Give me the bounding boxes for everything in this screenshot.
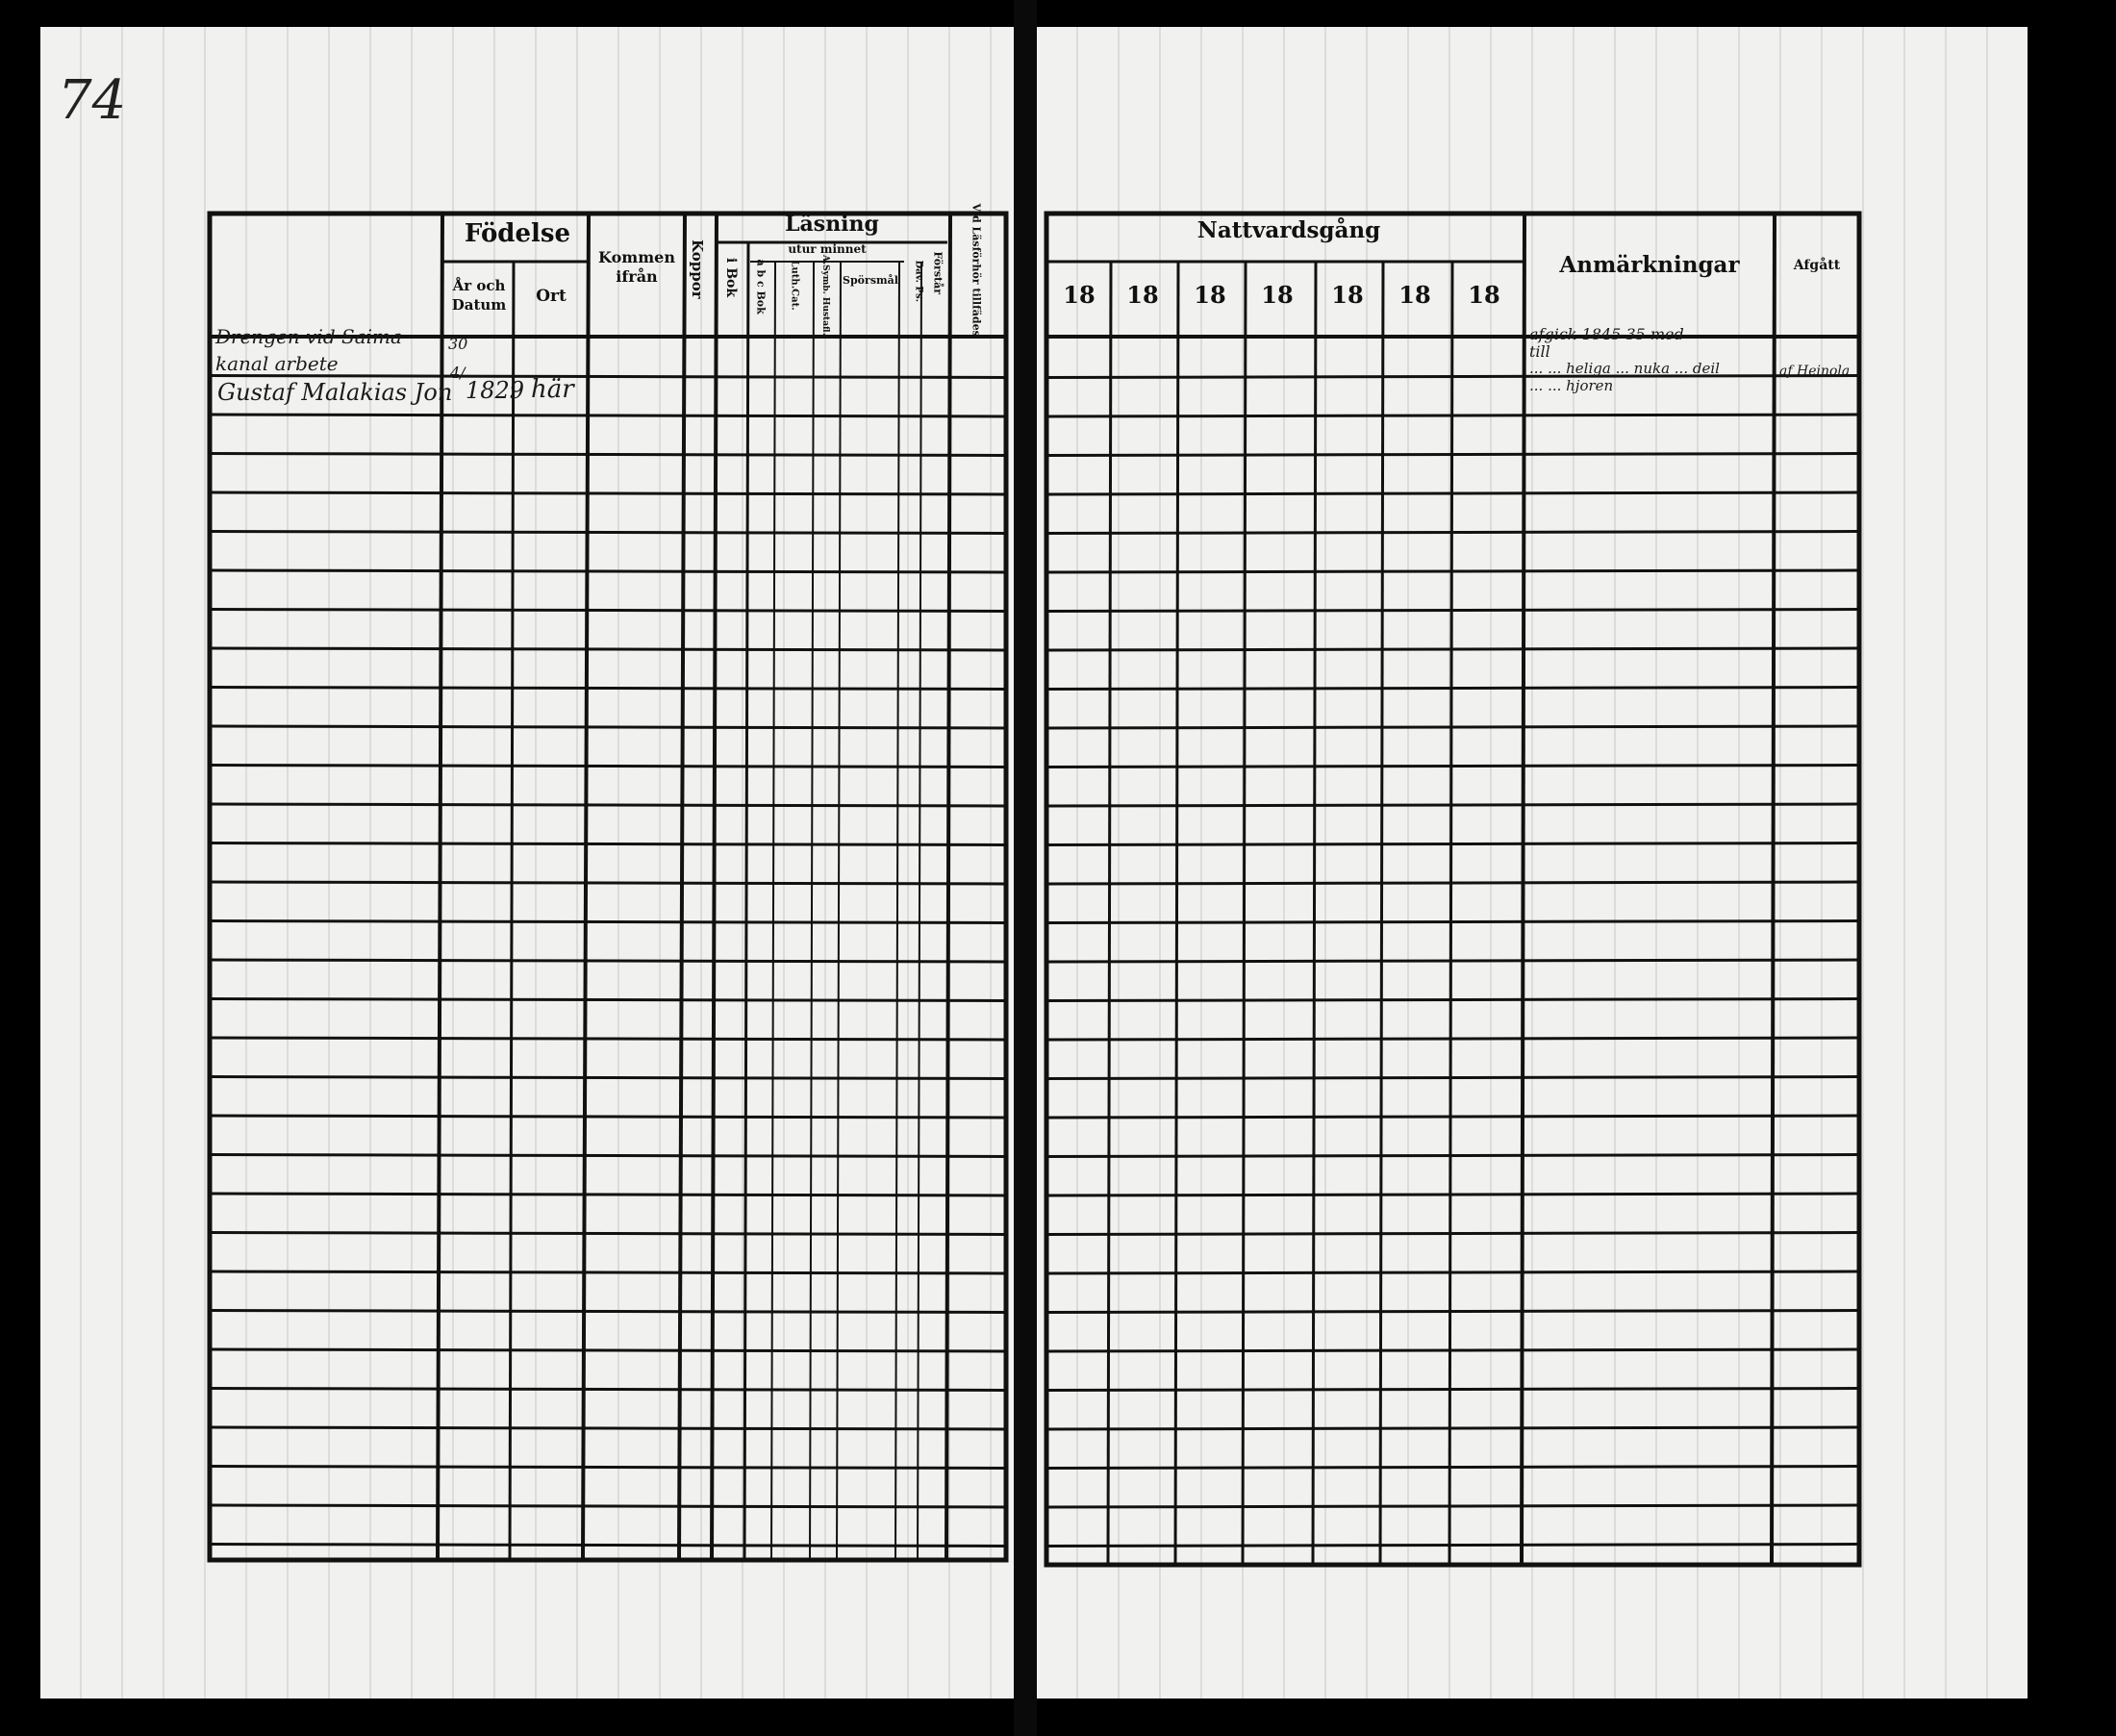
entry-name-line3: Gustaf Malakias Jon — [217, 379, 453, 406]
left-row-rule — [210, 648, 1006, 650]
right-row-rule — [1046, 1155, 1859, 1157]
entry-birth-place: här — [531, 375, 574, 404]
right-row-rule — [1046, 415, 1859, 416]
left-row-rule — [210, 1116, 1006, 1118]
left-row-rule — [210, 688, 1006, 690]
left-row-rule — [210, 532, 1006, 534]
right-row-rule — [1046, 1505, 1859, 1507]
ar-datum-header: År och Datum — [451, 277, 507, 314]
left-row-rule — [210, 921, 1006, 923]
a-symb-header: A.Symb. Hustafl. — [820, 255, 830, 336]
nattvard-year-col-6: 18 — [1398, 281, 1431, 309]
nattvard-year-col-1: 18 — [1063, 281, 1096, 309]
left-row-rule — [210, 376, 1006, 378]
abc-bok-header: a b c Bok — [754, 259, 768, 314]
entry-remark-line4: ... ... hjoren — [1529, 377, 1614, 394]
left-row-rule — [210, 1233, 1006, 1235]
right-row-rule — [1046, 766, 1859, 767]
right-row-rule — [1046, 1467, 1859, 1469]
right-row-rule — [1046, 1311, 1859, 1313]
left-row-rule — [210, 843, 1006, 845]
right-row-rule — [1046, 1389, 1859, 1391]
left-row-rule — [210, 1311, 1006, 1313]
entry-remark-line1: afgick 1845 35 med — [1529, 325, 1684, 343]
right-row-rule — [1046, 688, 1859, 690]
entry-birth-year: 1829 — [466, 377, 525, 404]
left-row-rule — [210, 804, 1006, 806]
entry-name-line1: Drengen vid Saima — [215, 325, 402, 348]
right-row-rule — [1046, 999, 1859, 1001]
right-row-rule — [1046, 648, 1859, 650]
right-row-rule — [1046, 1427, 1859, 1429]
left-row-rule — [210, 1545, 1006, 1547]
right-row-rule — [1046, 1233, 1859, 1235]
forstar-header: Förstår — [931, 251, 945, 295]
nattvard-year-col-7: 18 — [1468, 281, 1500, 309]
luth-cat-header: Luth.Cat. — [789, 260, 800, 311]
entry-birth-date-top: 30 — [448, 335, 468, 353]
right-row-rule — [1046, 882, 1859, 884]
left-row-rule — [210, 1038, 1006, 1040]
right-row-rule — [1046, 1545, 1859, 1547]
right-row-rule — [1046, 492, 1859, 494]
left-row-rule — [210, 1467, 1006, 1469]
left-row-rule — [210, 1349, 1006, 1351]
entry-birth-date-mid: 4/ — [450, 364, 466, 382]
left-row-rule — [210, 960, 1006, 962]
ort-header: Ort — [536, 287, 567, 306]
right-row-rule — [1046, 843, 1859, 845]
entry-afgatt-note: af Heinola — [1779, 364, 1851, 379]
left-row-rule — [210, 454, 1006, 456]
left-row-rule — [210, 1427, 1006, 1429]
left-row-rule — [210, 610, 1006, 612]
left-row-rule — [210, 882, 1006, 884]
left-row-rule — [210, 726, 1006, 728]
right-row-rule — [1046, 726, 1859, 728]
entry-remark-line3: ... ... heliga ... nuka ... deil — [1529, 360, 1720, 377]
anmarkningar-header: Anmärkningar — [1559, 252, 1740, 278]
nattvard-year-col-2: 18 — [1126, 281, 1159, 309]
right-row-rule — [1046, 1038, 1859, 1040]
right-row-rule — [1046, 532, 1859, 534]
afgatt-header: Afgått — [1793, 258, 1841, 273]
nattvard-year-col-4: 18 — [1261, 281, 1294, 309]
left-row-rule — [210, 1194, 1006, 1195]
vid-lasforhor-header: Vid Läsförhör tillfädes — [970, 203, 983, 337]
koppor-header: Koppor — [689, 239, 706, 299]
utur-minnet-header: utur minnet — [788, 242, 867, 256]
left-row-rule — [210, 1389, 1006, 1391]
left-row-rule — [210, 1505, 1006, 1507]
right-row-rule — [1046, 1077, 1859, 1079]
i-bok-header: i Bok — [723, 258, 739, 298]
dav-ps-header: Dav. Ps. — [913, 260, 924, 303]
left-row-rule — [210, 492, 1006, 494]
left-row-rule — [210, 1155, 1006, 1157]
left-row-rule — [210, 1271, 1006, 1273]
left-row-rule — [210, 766, 1006, 767]
right-row-rule — [1046, 1194, 1859, 1195]
left-row-rule — [210, 415, 1006, 416]
right-row-rule — [1046, 1116, 1859, 1118]
right-row-rule — [1046, 804, 1859, 806]
sporsmal-header: Spörsmål — [843, 274, 898, 287]
left-row-rule — [210, 999, 1006, 1001]
fodelse-header: Födelse — [464, 219, 571, 248]
right-row-rule — [1046, 570, 1859, 572]
right-row-rule — [1046, 1271, 1859, 1273]
left-row-rule — [210, 1077, 1006, 1079]
nattvard-year-col-3: 18 — [1194, 281, 1226, 309]
entry-name-line2: kanal arbete — [215, 352, 339, 375]
lasning-header: Läsning — [785, 212, 879, 237]
right-row-rule — [1046, 454, 1859, 456]
right-row-rule — [1046, 610, 1859, 612]
nattvard-year-col-5: 18 — [1331, 281, 1364, 309]
kommen-fran-header: Kommen ifrån — [598, 248, 675, 286]
left-row-rule — [210, 570, 1006, 572]
entry-remark-line2: till — [1529, 342, 1550, 361]
right-row-rule — [1046, 1349, 1859, 1351]
right-row-rule — [1046, 376, 1859, 378]
right-row-rule — [1046, 960, 1859, 962]
right-row-rule — [1046, 921, 1859, 923]
nattvardsgang-header: Nattvardsgång — [1197, 217, 1381, 243]
folio-number: 74 — [58, 69, 127, 132]
